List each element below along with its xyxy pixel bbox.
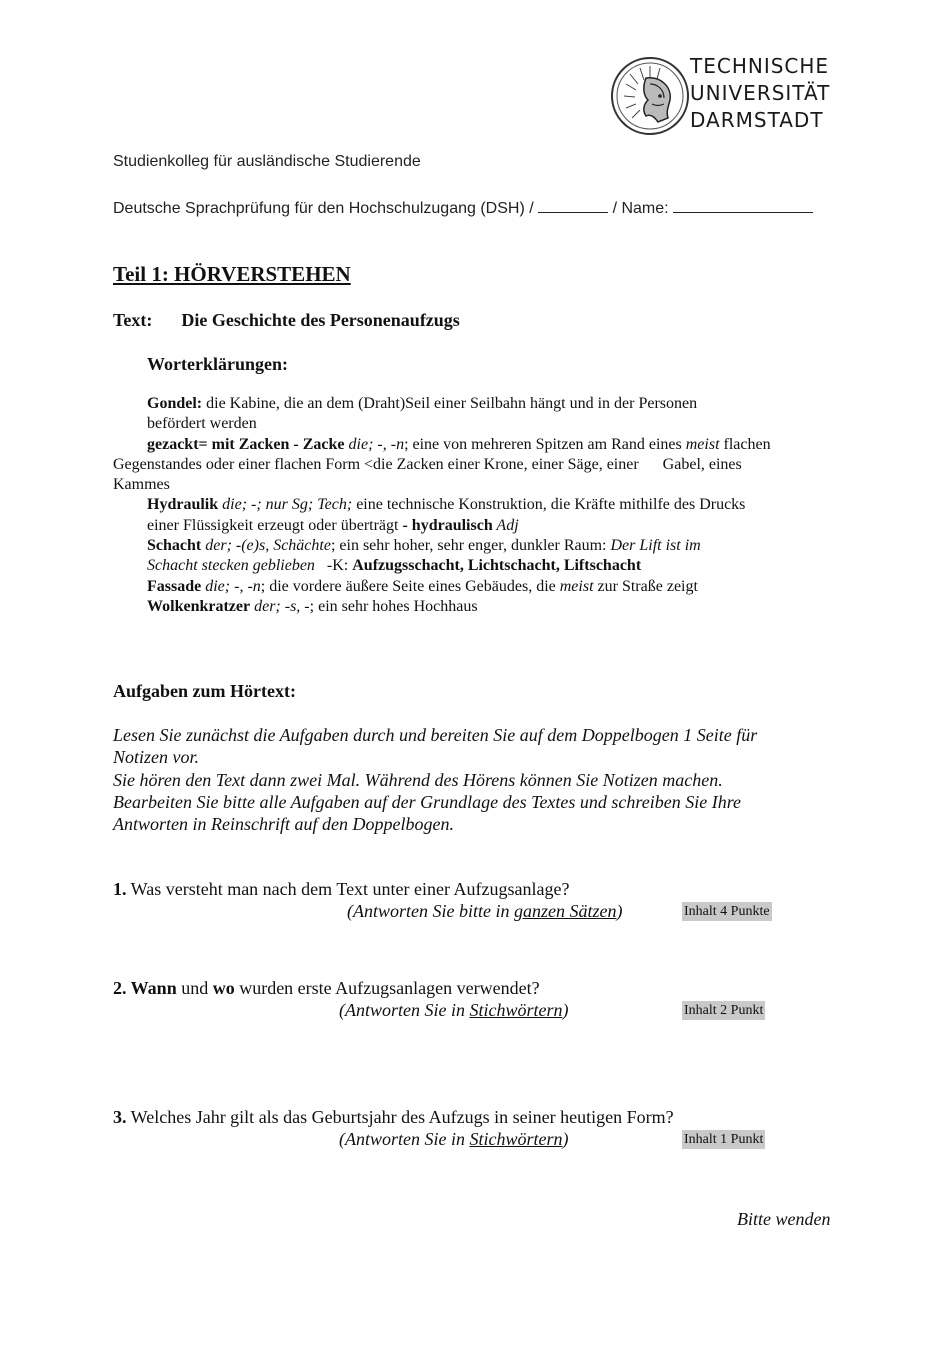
definition: eine technische Konstruktion, die Kräfte mithilfe des Drucks [352, 496, 746, 514]
term: Schacht [147, 537, 202, 555]
definition: flachen [719, 435, 771, 453]
definition: zur Straße zeigt [593, 577, 698, 595]
compound-marker: -K: [314, 557, 353, 575]
definition: ; ein sehr hoher, sehr enger, dunkler Raum: [330, 537, 611, 555]
instruction-line: Bearbeiten Sie bitte alle Aufgaben auf der Grundlage des Textes und schreiben Sie Ihre [113, 791, 742, 812]
instructions [113, 724, 853, 835]
definition: ; eine von mehreren Spitzen am Rand eines [404, 435, 682, 453]
question-text: Was versteht man nach dem Text unter einer Aufzugsanlage? [126, 879, 570, 899]
hint-text: (Antworten Sie in [339, 1000, 470, 1020]
question-1-hint [347, 901, 622, 922]
grammar: die; -, -n [201, 577, 261, 595]
compounds: Aufzugsschacht, Lichtschacht, Liftschacht [352, 557, 642, 575]
question-keyword: wo [212, 978, 235, 998]
question-2 [113, 978, 540, 999]
question-text: und [176, 978, 213, 998]
section-title: Teil 1: HÖRVERSTEHEN [113, 262, 351, 286]
term: Gondel: [147, 395, 203, 412]
hint-text: ) [562, 1000, 569, 1020]
definition: ; ein sehr hohes Hochhaus [309, 597, 478, 615]
question-2-hint [339, 1000, 568, 1021]
question-text: Welches Jahr gilt als das Geburtsjahr des Aufzugs in seiner heutigen Form? [126, 1107, 674, 1127]
hint-text: (Antworten Sie in [339, 1129, 470, 1149]
athene-seal-icon [610, 54, 690, 138]
glossary-heading: Worterklärungen: [147, 354, 288, 374]
question-3 [113, 1107, 674, 1128]
term: Wolkenkratzer [147, 597, 251, 615]
instruction-line: Antworten in Reinschrift auf den Doppelbogen. [113, 814, 454, 835]
glossary-entry-schacht [113, 536, 853, 577]
question-1 [113, 879, 569, 900]
question-3-hint [339, 1129, 568, 1150]
hint-text: ) [616, 901, 623, 921]
glossary-entry-wolkenkratzer [113, 597, 853, 617]
term: Fassade [147, 577, 202, 595]
glossary-entry-hydraulik [113, 495, 853, 536]
name-label: / Name: [612, 200, 669, 217]
logo-line: TECHNISCHE [690, 54, 830, 78]
university-name [690, 53, 850, 134]
hint-emphasis: Stichwörtern [469, 1000, 563, 1020]
definition: Gegenstandes oder einer flachen Form <die Zacken einer Krone, einer Säge, einer Gabel, eines [113, 455, 742, 473]
definition: Kammes [113, 476, 170, 494]
exam-line [113, 198, 813, 218]
question-number: 1. [113, 879, 127, 899]
term: gezackt= mit Zacken - Zacke [147, 435, 345, 453]
points-badge: Inhalt 1 Punkt [684, 1132, 764, 1147]
hint-emphasis: ganzen Sätzen [513, 901, 617, 921]
question-number: 2. Wann [113, 978, 177, 998]
text-label: Text: [113, 310, 153, 330]
instruction-line: Notizen vor. [113, 747, 200, 768]
logo-line: UNIVERSITÄT [690, 81, 831, 105]
tasks-heading: Aufgaben zum Hörtext: [113, 681, 296, 701]
term: Hydraulik [147, 496, 219, 514]
grammar: die; -; nur Sg; Tech; [222, 496, 353, 514]
grammar: Adj [492, 516, 519, 534]
example: Schacht stecken geblieben [147, 557, 315, 575]
logo-line: DARMSTADT [690, 108, 824, 132]
text-title-line [113, 310, 460, 331]
institution-line: Studienkolleg für ausländische Studierende [113, 153, 421, 170]
exam-date-field[interactable] [538, 198, 608, 213]
exam-title: Deutsche Sprachprüfung für den Hochschulzugang (DSH) / [113, 200, 534, 217]
grammar: ; -, -n [368, 435, 405, 453]
instruction-line: Lesen Sie zunächst die Aufgaben durch und bereiten Sie auf dem Doppelbogen 1 Seite für [113, 725, 758, 745]
points-badge: Inhalt 2 Punkt [684, 1003, 764, 1018]
question-text: wurden erste Aufzugsanlagen verwendet? [234, 978, 540, 998]
grammar: die [348, 435, 369, 453]
hint-emphasis: Stichwörtern [469, 1129, 563, 1149]
grammar: der; -(e)s, Schächte [201, 537, 331, 555]
turn-page-note: Bitte wenden [737, 1209, 831, 1229]
name-field[interactable] [673, 198, 813, 213]
definition: die Kabine, die an dem (Draht)Seil einer Seilbahn hängt und in der Personen [206, 395, 698, 412]
glossary-entry-fassade [113, 577, 853, 597]
definition: befördert werden [147, 415, 257, 433]
definition: einer Flüssigkeit erzeugt oder überträgt [147, 516, 399, 534]
question-number: 3. [113, 1107, 127, 1127]
emphasis: meist [685, 435, 720, 453]
glossary [113, 394, 853, 617]
example: Der Lift ist im [610, 537, 701, 555]
points-badge: Inhalt 4 Punkte [684, 904, 770, 919]
hint-text: ) [562, 1129, 569, 1149]
definition: ; die vordere äußere Seite eines Gebäudes, die [260, 577, 560, 595]
glossary-entry-gezackt [113, 435, 853, 496]
glossary-entry-gondel [113, 394, 853, 435]
term: - hydraulisch [398, 516, 493, 534]
emphasis: meist [559, 577, 594, 595]
instruction-line: Sie hören den Text dann zwei Mal. Während des Hörens können Sie Notizen machen. [113, 769, 723, 790]
text-title: Die Geschichte des Personenaufzugs [181, 310, 460, 330]
grammar: der; -s, - [250, 597, 310, 615]
hint-text: (Antworten Sie bitte in [347, 901, 514, 921]
